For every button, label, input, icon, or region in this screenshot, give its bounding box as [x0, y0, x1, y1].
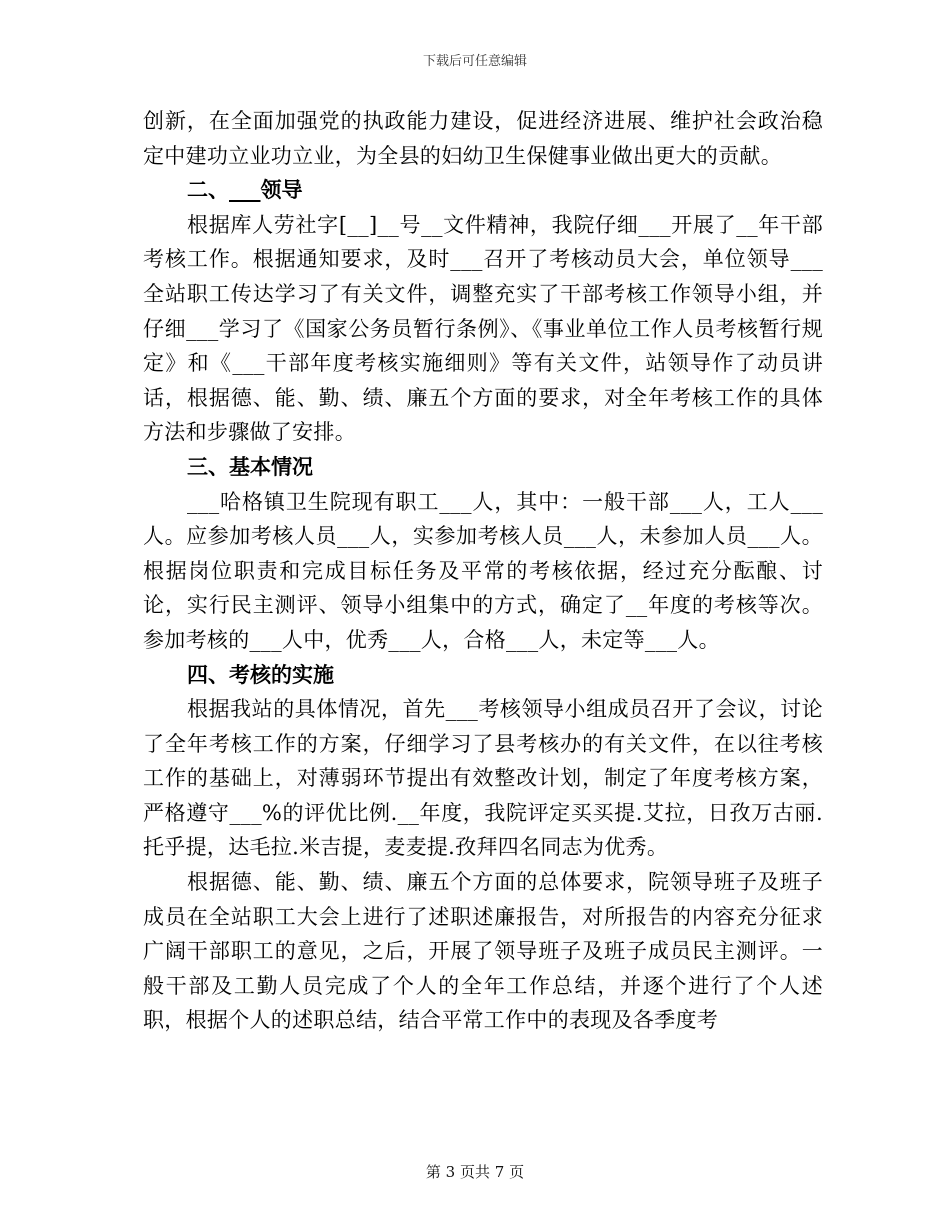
section-heading: 四、考核的实施 [187, 662, 334, 687]
paragraph: 根据我站的具体情况，首先___考核领导小组成员召开了会议，讨论了全年考核工作的方案，仔细学习了县考核办的有关文件，在以往考核工作的基础上，对薄弱环节提出有效整改计划，制定了年度考核方案，严格遵守___%的评优比例.__年度，我院评定买买提.艾拉，日孜万古丽.托乎提，达毛拉.米吉提，麦麦提.孜拜四名同志为优秀。 [143, 697, 823, 860]
document-body [143, 104, 823, 1038]
paragraph: 创新，在全面加强党的执政能力建设，促进经济进展、维护社会政治稳定中建功立业功立业，为全县的妇幼卫生保健事业做出更大的贡献。 [143, 109, 823, 168]
page-header: 下载后可任意编辑 [422, 54, 527, 69]
paragraph: 根据德、能、勤、绩、廉五个方面的总体要求，院领导班子及班子成员在全站职工大会上进行了述职述廉报告，对所报告的内容充分征求广阔干部职工的意见，之后，开展了领导班子及班子成员民主测评。一般干部及工勤人员完成了个人的全年工作总结，并逐个进行了个人述职，根据个人的述职总结，结合平常工作中的表现及各季度考 [143, 870, 823, 1033]
paragraph: 根据库人劳社字[__]__号__文件精神，我院仔细___开展了__年干部考核工作。根据通知要求，及时___召开了考核动员大会，单位领导___全站职工传达学习了有关文件，调整充实了干部考核工作领导小组，并仔细___学习了《国家公务员暂行条例》、《事业单位工作人员考核暂行规定》和《___干部年度考核实施细则》等有关文件，站领导作了动员讲话，根据德、能、勤、绩、廉五个方面的要求，对全年考核工作的具体方法和步骤做了安排。 [143, 212, 823, 445]
page-number: 第 3 页共 7 页 [425, 1163, 525, 1181]
section-heading: 二、___领导 [187, 178, 303, 203]
section-heading: 三、基本情况 [187, 454, 313, 479]
paragraph: ___哈格镇卫生院现有职工___人，其中：一般干部___人，工人___人。应参加考核人员___人，实参加考核人员___人，未参加人员___人。根据岗位职责和完成目标任务及平常的考核依据，经过充分酝酿、讨论，实行民主测评、领导小组集中的方式，确定了__年度的考核等次。参加考核的___人中，优秀___人，合格___人，未定等___人。 [143, 489, 823, 652]
